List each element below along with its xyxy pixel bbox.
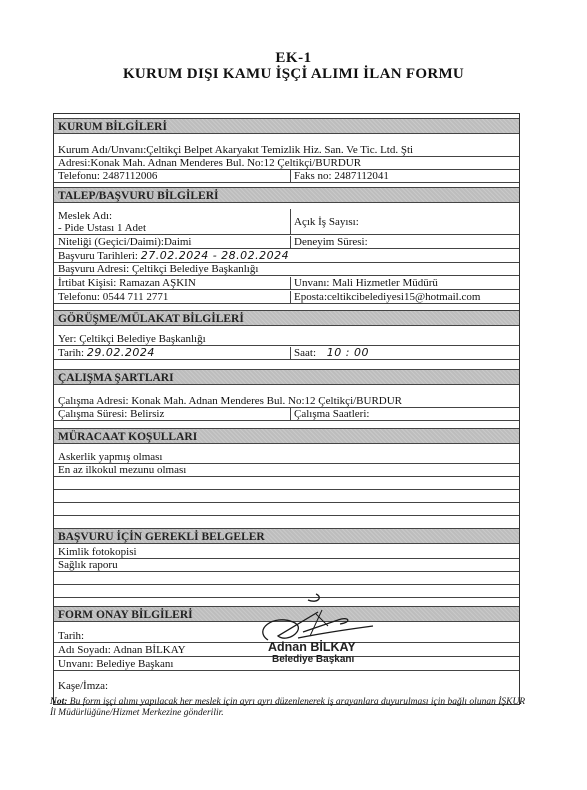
section-header-onay: FORM ONAY BİLGİLERİ [54,606,519,622]
irtibat-kisisi: İrtibat Kişisi: Ramazan AŞKIN [58,277,196,289]
niteligi: Niteliği (Geçici/Daimi):Daimi [58,236,192,248]
meslek-label: Meslek Adı: [58,210,113,222]
signature-title: Belediye Başkanı [272,654,355,665]
footnote-text: Bu form işçi alımı yapılacak her meslek için ayrı ayrı düzenlenerek iş arayanlara duyurulması için bağlı olunan İŞKUR İl Müdürlüğüne/Hizmet Merkezine gönderilir. [50,697,526,718]
onay-unvan: Unvanı: Belediye Başkanı [54,658,519,671]
footnote [50,697,530,719]
irtibat-unvan: Unvanı: Mali Hizmetler Müdürü [290,277,438,289]
section-header-talep: TALEP/BAŞVURU BİLGİLERİ [54,187,519,203]
muracaat-item [54,503,519,516]
gorusme-saat-value: 10 : 00 [326,347,369,359]
muracaat-item: Askerlik yapmış olması [54,451,519,464]
form-title: KURUM DIŞI KAMU İŞÇİ ALIMI İLAN FORMU [122,66,465,82]
kurum-faks: Faks no: 2487112041 [290,170,389,182]
basvuru-adresi: Başvuru Adresi: Çeltikçi Belediye Başkanlığı [54,263,519,276]
section-header-kurum: KURUM BİLGİLERİ [54,118,519,134]
gorusme-tarih-label: Tarih: [58,347,85,359]
irtibat-telefon: Telefonu: 0544 711 2771 [58,291,169,303]
gorusme-tarih-row [54,347,519,360]
onay-tarih: Tarih: [54,630,519,643]
muracaat-item: En az ilkokul mezunu olması [54,464,519,477]
deneyim-suresi: Deneyim Süresi: [290,236,368,248]
calisma-adresi: Çalışma Adresi: Konak Mah. Adnan Menderes Bul. No:12 Çeltikçi/BURDUR [54,395,519,408]
belge-item: Kimlik fotokopisi [54,546,519,559]
kurum-adi: Kurum Adı/Unvanı:Çeltikçi Belpet Akaryakıt Temizlik Hiz. San. Ve Tic. Ltd. Şti [54,144,519,157]
onay-adsoyad: Adı Soyadı: Adnan BİLKAY [54,644,519,657]
section-header-gorusme: GÖRÜŞME/MÜLAKAT BİLGİLERİ [54,310,519,326]
kurum-telefon-row [54,170,519,183]
gorusme-yer: Yer: Çeltikçi Belediye Başkanlığı [54,333,519,346]
footnote-label: Not: [50,697,68,707]
signature-name: Adnan BİLKAY [268,640,356,654]
section-header-muracaat: MÜRACAAT KOŞULLARI [54,428,519,444]
belge-item: Sağlık raporu [54,559,519,572]
section-header-belgeler: BAŞVURU İÇİN GEREKLİ BELGELER [54,528,519,544]
iletisim-row [54,291,519,304]
basvuru-tarih-value: 27.02.2024 - 28.02.2024 [140,250,290,262]
kurum-adres: Adresi:Konak Mah. Adnan Menderes Bul. No:12 Çeltikçi/BURDUR [54,157,519,170]
gorusme-saat-label: Saat: [294,347,316,359]
meslek-value: - Pide Ustası 1 Adet [58,222,146,234]
signature-stamp [268,640,356,665]
title-ek: EK-1 [275,50,312,66]
muracaat-item [54,490,519,503]
onay-kase: Kaşe/İmza: [58,680,109,692]
kurum-telefon: Telefonu: 2487112006 [58,170,158,182]
acik-is-sayisi: Açık İş Sayısı: [290,209,359,234]
muracaat-item [54,477,519,490]
nitelik-row [54,236,519,249]
gorusme-tarih-value: 29.02.2024 [86,347,155,359]
calisma-sure-row [54,408,519,421]
meslek-row [54,209,519,235]
section-header-calisma: ÇALIŞMA ŞARTLARI [54,369,519,385]
calisma-suresi: Çalışma Süresi: Belirsiz [58,408,165,420]
basvuru-tarih-label: Başvuru Tarihleri: [58,250,138,262]
calisma-saatleri: Çalışma Saatleri: [290,408,369,420]
irtibat-row [54,277,519,290]
basvuru-tarih-row [54,250,519,263]
irtibat-eposta: Eposta:celtikcibelediyesi15@hotmail.com [290,291,480,303]
belge-item [54,572,519,585]
gorusme-saat-cell [290,347,369,359]
